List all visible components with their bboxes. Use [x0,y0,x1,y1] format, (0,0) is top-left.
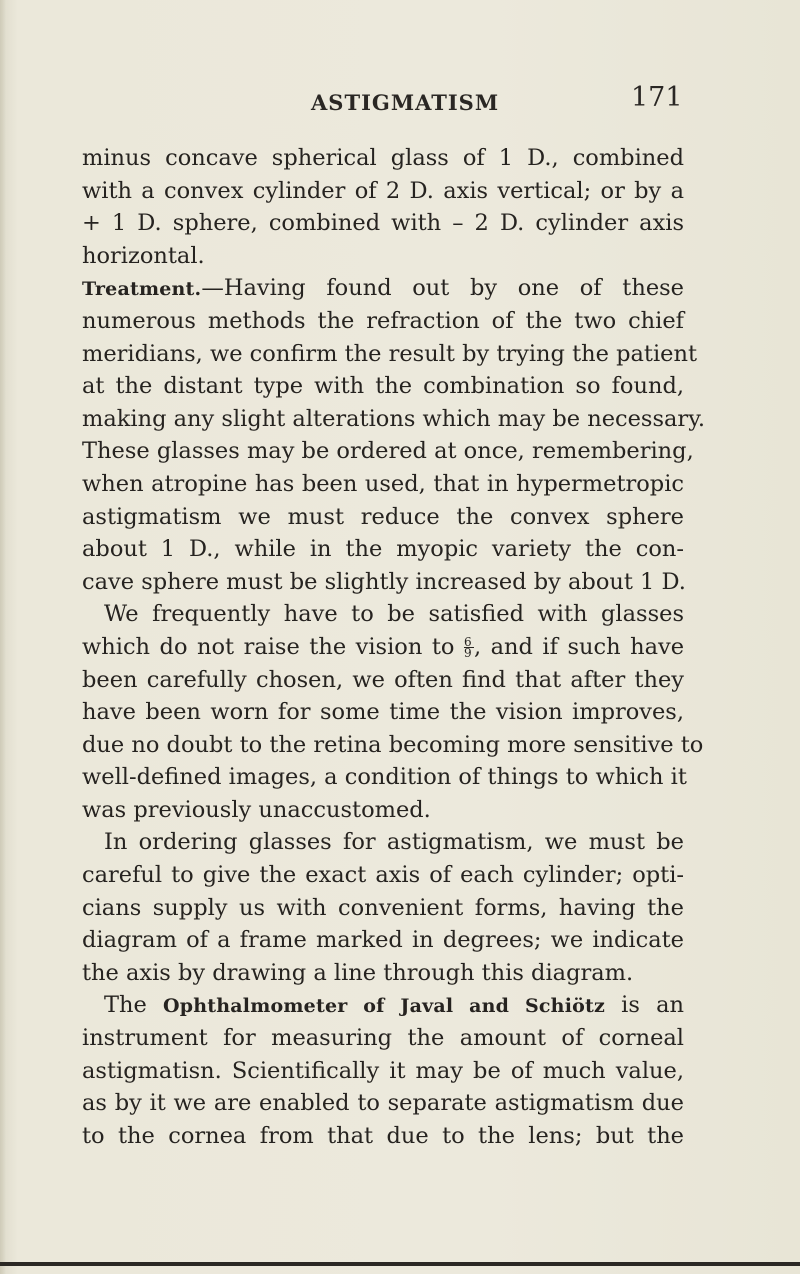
text-line: careful to give the exact axis of each cylinder; opti- [82,862,684,889]
text-fragment: which do not raise the vision to [82,633,455,660]
text-line: the axis by drawing a line through this diagram. [82,959,634,986]
treatment-paragraph-start [82,272,684,305]
text-line: been carefully chosen, we often find that after they [82,666,684,693]
text-fragment: is an [621,992,684,1019]
text-line: was previously unaccustomed. [82,796,431,823]
text-line: numerous methods the refraction of the two chief [82,307,684,334]
page-gutter-shadow [0,0,6,1274]
text-line: due no doubt to the retina becoming more sensitive to [82,731,704,758]
text-line: minus concave spherical glass of 1 D., combined [82,145,684,171]
text-line: instrument for measuring the amount of corneal [82,1025,684,1052]
treatment-heading: Treatment. [82,278,202,301]
fraction-numerator: 6 [463,635,472,650]
text-line: making any slight alterations which may be necessary. [82,405,706,432]
ophthalmometer-paragraph-start [82,989,684,1022]
page-number: 171 [631,82,683,113]
text-line: well-defined images, a condition of things to which it [82,764,687,791]
text-line: In ordering glasses for astigmatism, we must be [104,829,684,856]
text-line: have been worn for some time the vision improves, [82,699,684,726]
running-head: ASTIGMATISM [311,90,500,115]
text-fragment: —Having found out by one of these [201,275,684,302]
text-fragment: , and if such have [473,633,685,660]
text-line: when atropine has been used, that in hypermetropic [82,470,684,497]
text-line: as by it we are enabled to separate astigmatism due [82,1090,684,1117]
text-line: with a convex cylinder of 2 D. axis vertical; or by a [82,177,684,204]
fraction-denominator: 9 [464,647,474,658]
text-line: at the distant type with the combination so found, [82,373,684,400]
vision-fraction [463,635,474,661]
text-line: horizontal. [82,242,205,269]
body-text [82,142,706,1152]
text-line: We frequently have to be satisfied with glasses [104,601,684,628]
fraction-line [82,631,684,664]
text-line: cians supply us with convenient forms, having the [82,894,684,921]
text-line: to the cornea from that due to the lens; but the [82,1122,684,1149]
text-line: + 1 D. sphere, combined with – 2 D. cylinder axis [82,210,684,237]
text-line: about 1 D., while in the myopic variety the con- [82,536,684,563]
bottom-page-edge [0,1262,800,1266]
text-line: cave sphere must be slightly increased by about 1 D. [82,568,686,595]
text-line: diagram of a frame marked in degrees; we indicate [82,927,684,954]
text-line: astigmatisn. Scientifically it may be of much value, [82,1057,684,1084]
text-fragment: The [104,992,147,1019]
text-line: astigmatism we must reduce the convex sphere [82,503,684,530]
text-line: meridians, we confirm the result by trying the patient [82,340,697,367]
instrument-name: Ophthalmometer of Javal and Schiötz [163,995,605,1018]
text-line: These glasses may be ordered at once, remembering, [82,438,694,465]
